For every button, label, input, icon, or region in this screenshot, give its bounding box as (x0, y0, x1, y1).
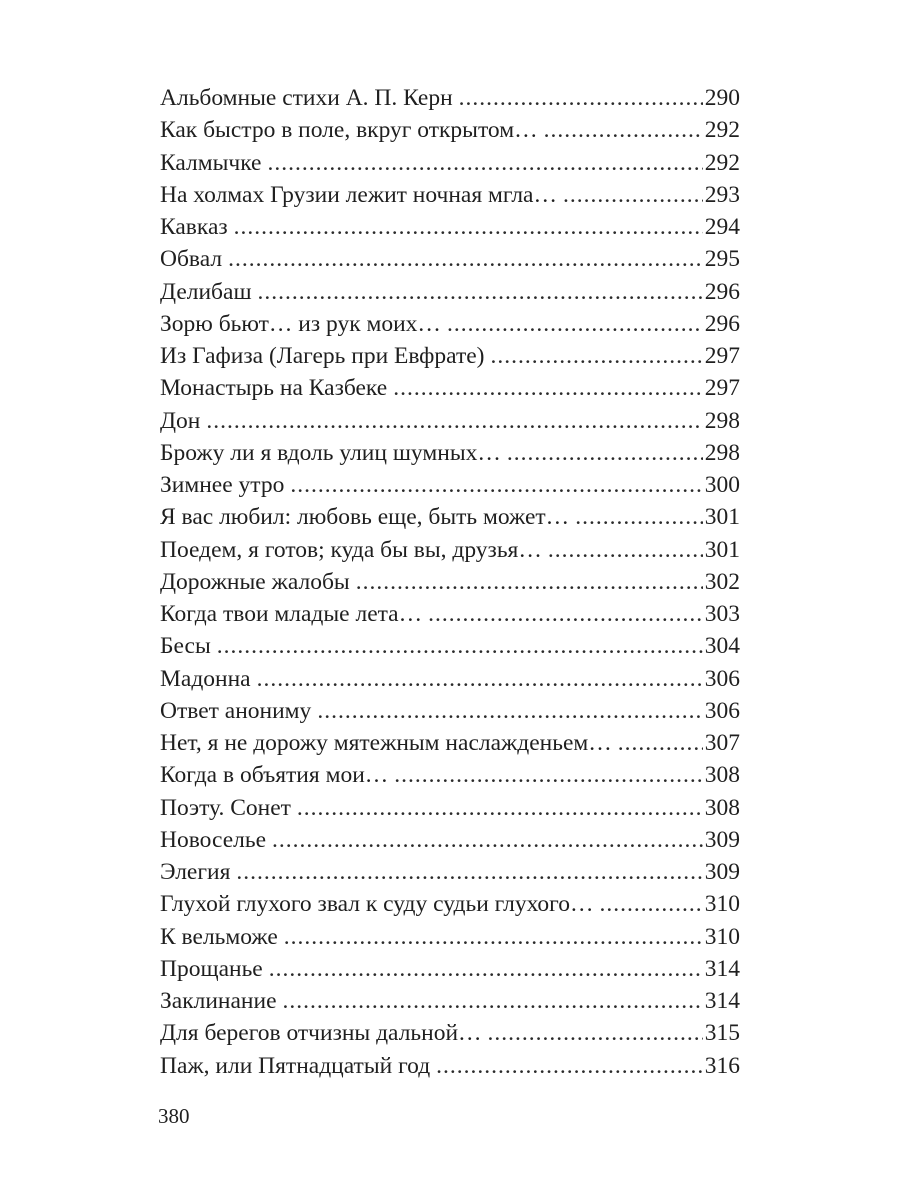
toc-dot-leader (356, 566, 703, 598)
toc-entry (160, 308, 740, 340)
toc-entry-title: Альбомные стихи А. П. Керн (160, 85, 453, 111)
toc-entry-title: Монастырь на Казбеке (160, 375, 388, 402)
toc-entry (160, 372, 740, 404)
toc-entry (160, 437, 740, 469)
toc-entry-page: 308 (704, 762, 740, 789)
toc-entry (160, 598, 740, 630)
toc-dot-leader (393, 372, 703, 404)
toc-entry-title: Обвал (160, 246, 223, 273)
toc-entry-title: Калмычке (160, 149, 262, 176)
toc-entry (160, 630, 740, 662)
toc-entry-page: 306 (704, 697, 740, 724)
toc-entry (160, 340, 740, 372)
toc-entry-title: Брожу ли я вдоль улиц шумных… (160, 439, 501, 466)
toc-entry-page: 309 (704, 859, 740, 885)
toc-dot-leader (297, 792, 703, 824)
toc-entry-title: Элегия (160, 859, 231, 885)
toc-entry (160, 82, 740, 114)
toc-entry (160, 695, 740, 727)
toc-entry (160, 1050, 740, 1082)
toc-dot-leader (217, 630, 703, 662)
toc-entry-page: 307 (704, 730, 740, 756)
toc-dot-leader (317, 695, 702, 727)
toc-dot-leader (436, 1050, 703, 1082)
toc-dot-leader (283, 985, 703, 1017)
toc-dot-leader (447, 308, 703, 340)
toc-dot-leader (563, 179, 703, 211)
toc-entry-page: 310 (704, 923, 740, 950)
toc-dot-leader (507, 437, 703, 469)
toc-dot-leader (272, 824, 703, 856)
toc-dot-leader (428, 598, 703, 630)
toc-entry-title: Зорю бьют… из рук моих… (160, 310, 441, 337)
toc-entry-page: 292 (704, 117, 740, 144)
toc-dot-leader (618, 727, 703, 759)
toc-entry (160, 469, 740, 501)
toc-entry-title: Нет, я не дорожу мятежным наслажденьем… (160, 730, 612, 756)
toc-entry (160, 792, 740, 824)
toc-entry-title: Новоселье (160, 826, 267, 853)
toc-entry (160, 243, 740, 275)
toc-entry-page: 301 (704, 504, 740, 531)
toc-entry-page: 303 (704, 601, 740, 627)
toc-dot-leader (234, 211, 703, 243)
toc-entry-page: 300 (704, 472, 740, 498)
toc-entry-title: На холмах Грузии лежит ночная мгла… (160, 181, 557, 208)
toc-entry-title: Заклинание (160, 988, 277, 1014)
toc-entry (160, 276, 740, 308)
toc-entry (160, 759, 740, 791)
toc-entry-page: 290 (704, 85, 740, 111)
toc-entry-page: 292 (704, 149, 740, 176)
toc-entry (160, 921, 740, 953)
table-of-contents (160, 82, 740, 1082)
toc-entry-page: 304 (704, 633, 740, 660)
toc-entry-title: Глухой глухого звал к суду судьи глухого… (160, 891, 594, 918)
toc-entry-page: 314 (704, 955, 740, 982)
toc-dot-leader (290, 469, 702, 501)
toc-entry (160, 179, 740, 211)
toc-entry-title: Когда твои младые лета… (160, 601, 423, 627)
toc-entry (160, 888, 740, 920)
toc-entry-page: 306 (704, 665, 740, 692)
toc-dot-leader (544, 114, 703, 146)
toc-entry-title: Как быстро в поле, вкруг открытом… (160, 117, 538, 144)
toc-entry (160, 727, 740, 759)
toc-entry-title: Кавказ (160, 214, 228, 240)
toc-entry (160, 501, 740, 533)
toc-entry (160, 147, 740, 179)
toc-entry-title: Для берегов отчизны дальной… (160, 1020, 482, 1047)
toc-dot-leader (575, 501, 703, 533)
toc-dot-leader (269, 953, 703, 985)
toc-entry (160, 566, 740, 598)
toc-dot-leader (284, 921, 703, 953)
toc-entry (160, 824, 740, 856)
toc-dot-leader (206, 405, 702, 437)
toc-entry-title: Паж, или Пятнадцатый год (160, 1052, 431, 1079)
toc-entry-page: 308 (704, 794, 740, 821)
toc-entry (160, 1017, 740, 1049)
toc-entry (160, 985, 740, 1017)
toc-entry-title: Из Гафиза (Лагерь при Евфрате) (160, 343, 485, 369)
toc-entry-title: Дорожные жалобы (160, 568, 350, 595)
toc-entry-page: 309 (704, 826, 740, 853)
toc-entry (160, 856, 740, 888)
toc-dot-leader (491, 340, 703, 372)
toc-dot-leader (459, 82, 703, 114)
toc-dot-leader (257, 663, 703, 695)
toc-entry-title: Поедем, я готов; куда бы вы, друзья… (160, 536, 542, 563)
toc-entry-title: Мадонна (160, 665, 251, 692)
toc-entry-page: 296 (704, 310, 740, 337)
toc-entry-page: 294 (704, 214, 740, 240)
toc-dot-leader (394, 759, 702, 791)
toc-dot-leader (236, 856, 702, 888)
toc-entry-title: Дон (160, 407, 201, 434)
toc-entry-title: Зимнее утро (160, 472, 285, 498)
toc-entry-title: Я вас любил: любовь еще, быть может… (160, 504, 570, 531)
toc-entry-title: Бесы (160, 633, 211, 660)
toc-entry-page: 302 (704, 568, 740, 595)
toc-entry-title: К вельможе (160, 923, 278, 950)
toc-dot-leader (258, 276, 703, 308)
toc-entry (160, 211, 740, 243)
toc-dot-leader (267, 147, 702, 179)
toc-dot-leader (228, 243, 703, 275)
toc-entry (160, 114, 740, 146)
toc-dot-leader (599, 888, 702, 920)
toc-entry (160, 953, 740, 985)
toc-entry (160, 663, 740, 695)
toc-entry-page: 301 (704, 536, 740, 563)
toc-entry-page: 297 (704, 375, 740, 402)
toc-entry-title: Поэту. Сонет (160, 794, 291, 821)
toc-dot-leader (548, 534, 703, 566)
toc-entry (160, 534, 740, 566)
toc-entry (160, 405, 740, 437)
toc-entry-title: Ответ анониму (160, 697, 312, 724)
toc-entry-page: 295 (704, 246, 740, 273)
toc-entry-page: 298 (704, 407, 740, 434)
toc-entry-page: 310 (704, 891, 740, 918)
toc-entry-page: 293 (704, 181, 740, 208)
toc-entry-title: Делибаш (160, 278, 252, 305)
page-number: 380 (158, 1104, 190, 1128)
toc-entry-page: 314 (704, 988, 740, 1014)
toc-entry-page: 315 (704, 1020, 740, 1047)
toc-entry-page: 296 (704, 278, 740, 305)
toc-entry-page: 298 (704, 439, 740, 466)
toc-dot-leader (488, 1017, 703, 1049)
toc-entry-page: 297 (704, 343, 740, 369)
toc-entry-page: 316 (704, 1052, 740, 1079)
toc-entry-title: Когда в объятия мои… (160, 762, 389, 789)
toc-entry-title: Прощанье (160, 955, 263, 982)
